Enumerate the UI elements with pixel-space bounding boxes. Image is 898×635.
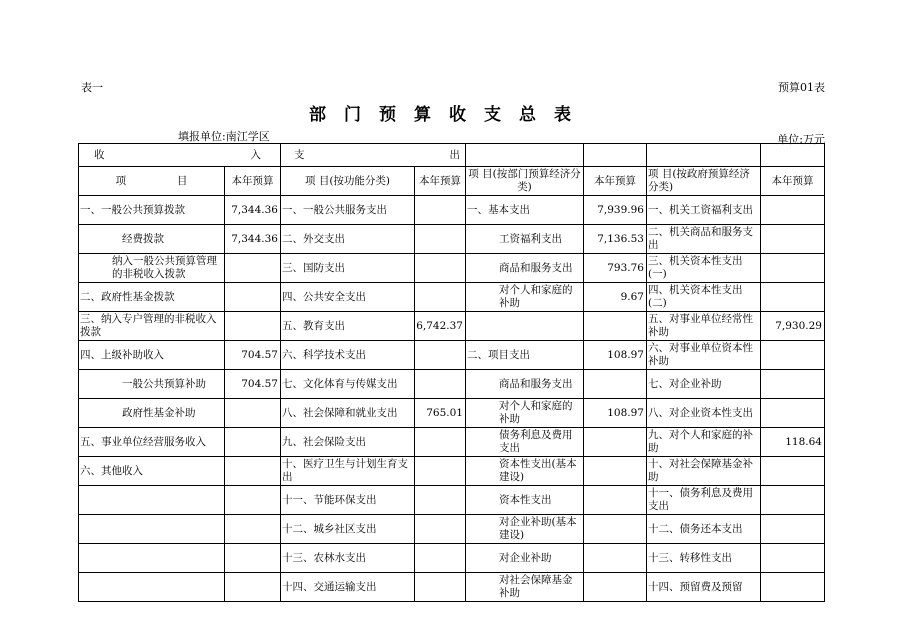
header-blank-2: [584, 144, 647, 167]
income-item-cell: 五、事业单位经营服务收入: [79, 428, 225, 457]
income-budget-cell: [225, 428, 281, 457]
income-budget-cell: [225, 573, 281, 602]
table-body: [79, 196, 825, 602]
header-blank-3: [647, 144, 761, 167]
income-budget-cell: [225, 457, 281, 486]
table-row: [79, 515, 825, 544]
gov-econ-item-cell: 八、对企业资本性支出: [647, 399, 761, 428]
function-item-cell: 二、外交支出: [281, 225, 415, 254]
dept-econ-item-cell: 对社会保障基金补助: [466, 573, 584, 602]
expense-header-right: 出: [449, 148, 460, 161]
table-row: [79, 544, 825, 573]
function-budget-cell: [415, 457, 466, 486]
table-row: [79, 399, 825, 428]
currency-unit: 单位:万元: [777, 133, 825, 146]
gov-econ-budget-cell: [761, 341, 825, 370]
income-budget-cell: 7,344.36: [225, 225, 281, 254]
income-budget-cell: [225, 254, 281, 283]
dept-econ-budget-cell: 7,939.96: [584, 196, 647, 225]
table-row: [79, 428, 825, 457]
gov-econ-item-cell: 七、对企业补助: [647, 370, 761, 399]
function-item-cell: 十一、节能环保支出: [281, 486, 415, 515]
dept-econ-budget-header: 本年预算: [584, 167, 647, 196]
function-item-cell: 六、科学技术支出: [281, 341, 415, 370]
income-item-cell: 纳入一般公共预算管理的非税收入拨款: [79, 254, 225, 283]
table-number: 表一: [81, 81, 103, 94]
gov-econ-budget-header: 本年预算: [761, 167, 825, 196]
gov-econ-budget-cell: [761, 283, 825, 312]
dept-econ-item-cell: 一、基本支出: [466, 196, 584, 225]
gov-econ-item-cell: 十一、债务利息及费用支出: [647, 486, 761, 515]
item-header-right: 目: [176, 174, 188, 187]
gov-econ-budget-cell: 118.64: [761, 428, 825, 457]
gov-econ-item-cell: 十二、债务还本支出: [647, 515, 761, 544]
header-row-1: [79, 144, 825, 167]
income-budget-cell: [225, 544, 281, 573]
function-budget-cell: [415, 428, 466, 457]
gov-econ-budget-cell: [761, 515, 825, 544]
gov-econ-budget-cell: [761, 399, 825, 428]
income-item-cell: [79, 544, 225, 573]
income-item-cell: 六、其他收入: [79, 457, 225, 486]
header-blank-1: [466, 144, 584, 167]
dept-econ-item-cell: 商品和服务支出: [466, 370, 584, 399]
income-item-cell: 政府性基金补助: [79, 399, 225, 428]
dept-econ-budget-cell: [584, 544, 647, 573]
income-header: [79, 144, 281, 167]
function-item-cell: 五、教育支出: [281, 312, 415, 341]
budget-summary-table: [78, 143, 825, 602]
dept-econ-budget-cell: 9.67: [584, 283, 647, 312]
function-budget-cell: [415, 544, 466, 573]
function-budget-cell: 765.01: [415, 399, 466, 428]
income-budget-cell: [225, 312, 281, 341]
function-item-cell: 十二、城乡社区支出: [281, 515, 415, 544]
gov-econ-item-cell: 六、对事业单位资本性补助: [647, 341, 761, 370]
dept-econ-item-header: 项 目(按部门预算经济分类): [466, 167, 584, 196]
gov-econ-budget-cell: [761, 573, 825, 602]
gov-econ-item-cell: 三、机关资本性支出(一): [647, 254, 761, 283]
income-budget-cell: [225, 283, 281, 312]
expense-header: [281, 144, 466, 167]
dept-econ-budget-cell: [584, 457, 647, 486]
income-item-cell: 二、政府性基金拨款: [79, 283, 225, 312]
dept-econ-budget-cell: 108.97: [584, 399, 647, 428]
function-budget-header: 本年预算: [415, 167, 466, 196]
function-item-cell: 八、社会保障和就业支出: [281, 399, 415, 428]
dept-econ-item-cell: 资本性支出: [466, 486, 584, 515]
table-row: [79, 225, 825, 254]
dept-econ-budget-cell: 7,136.53: [584, 225, 647, 254]
dept-econ-budget-cell: 108.97: [584, 341, 647, 370]
function-budget-cell: [415, 370, 466, 399]
dept-econ-budget-cell: [584, 573, 647, 602]
function-budget-cell: [415, 254, 466, 283]
gov-econ-item-cell: 十四、预留费及预留: [647, 573, 761, 602]
function-budget-cell: [415, 225, 466, 254]
function-item-cell: 七、文化体育与传媒支出: [281, 370, 415, 399]
table-row: [79, 283, 825, 312]
function-item-cell: 十、医疗卫生与计划生育支出: [281, 457, 415, 486]
table-row: [79, 573, 825, 602]
income-item-cell: 四、上级补助收入: [79, 341, 225, 370]
income-item-cell: 三、纳入专户管理的非税收入拨款: [79, 312, 225, 341]
gov-econ-budget-cell: [761, 486, 825, 515]
gov-econ-item-cell: 十三、转移性支出: [647, 544, 761, 573]
income-budget-cell: [225, 486, 281, 515]
income-item-cell: 一般公共预算补助: [79, 370, 225, 399]
form-number: 预算01表: [778, 81, 825, 94]
income-budget-header: 本年预算: [225, 167, 281, 196]
dept-econ-item-cell: 资本性支出(基本建设): [466, 457, 584, 486]
dept-econ-item-cell: 对个人和家庭的补助: [466, 399, 584, 428]
expense-header-left: 支: [294, 148, 305, 161]
header-blank-4: [761, 144, 825, 167]
function-budget-cell: [415, 515, 466, 544]
function-budget-cell: [415, 196, 466, 225]
dept-econ-budget-cell: [584, 312, 647, 341]
table-row: [79, 254, 825, 283]
gov-econ-item-cell: 二、机关商品和服务支出: [647, 225, 761, 254]
dept-econ-item-cell: 债务利息及费用支出: [466, 428, 584, 457]
income-header-right: 入: [250, 148, 261, 161]
function-item-cell: 一、一般公共服务支出: [281, 196, 415, 225]
gov-econ-budget-cell: [761, 254, 825, 283]
function-item-cell: 九、社会保险支出: [281, 428, 415, 457]
function-budget-cell: [415, 573, 466, 602]
function-item-header: 项 目(按功能分类): [281, 167, 415, 196]
income-budget-cell: [225, 515, 281, 544]
gov-econ-budget-cell: [761, 196, 825, 225]
dept-econ-budget-cell: [584, 486, 647, 515]
table-row: [79, 341, 825, 370]
gov-econ-item-cell: 四、机关资本性支出(二): [647, 283, 761, 312]
gov-econ-budget-cell: [761, 225, 825, 254]
income-item-cell: [79, 486, 225, 515]
gov-econ-item-cell: 一、机关工资福利支出: [647, 196, 761, 225]
income-item-cell: [79, 573, 225, 602]
dept-econ-budget-cell: [584, 370, 647, 399]
dept-econ-budget-cell: [584, 515, 647, 544]
dept-econ-item-cell: 对企业补助(基本建设): [466, 515, 584, 544]
gov-econ-budget-cell: 7,930.29: [761, 312, 825, 341]
income-item-header: [79, 167, 225, 196]
dept-econ-item-cell: 商品和服务支出: [466, 254, 584, 283]
gov-econ-item-cell: 九、对个人和家庭的补助: [647, 428, 761, 457]
function-item-cell: 三、国防支出: [281, 254, 415, 283]
function-budget-cell: [415, 283, 466, 312]
income-budget-cell: [225, 399, 281, 428]
dept-econ-item-cell: 工资福利支出: [466, 225, 584, 254]
gov-econ-item-header: 项 目(按政府预算经济分类): [647, 167, 761, 196]
page-title: 部门预算收支总表: [309, 105, 589, 125]
gov-econ-budget-cell: [761, 544, 825, 573]
income-header-left: 收: [94, 148, 105, 161]
income-budget-cell: 7,344.36: [225, 196, 281, 225]
dept-econ-budget-cell: 793.76: [584, 254, 647, 283]
table-row: [79, 457, 825, 486]
gov-econ-item-cell: 五、对事业单位经常性补助: [647, 312, 761, 341]
table-row: [79, 312, 825, 341]
header-row-2: [79, 167, 825, 196]
income-item-cell: 经费拨款: [79, 225, 225, 254]
dept-econ-item-cell: 对个人和家庭的补助: [466, 283, 584, 312]
dept-econ-item-cell: 二、项目支出: [466, 341, 584, 370]
function-budget-cell: [415, 341, 466, 370]
income-budget-cell: 704.57: [225, 370, 281, 399]
dept-econ-item-cell: 对企业补助: [466, 544, 584, 573]
table-row: [79, 196, 825, 225]
function-budget-cell: [415, 486, 466, 515]
dept-econ-item-cell: [466, 312, 584, 341]
income-item-cell: [79, 515, 225, 544]
filling-unit: 填报单位:南江学区: [178, 130, 270, 143]
gov-econ-budget-cell: [761, 370, 825, 399]
income-item-cell: 一、一般公共预算拨款: [79, 196, 225, 225]
item-header-left: 项: [115, 174, 127, 187]
table-row: [79, 370, 825, 399]
gov-econ-item-cell: 十、对社会保障基金补助: [647, 457, 761, 486]
function-item-cell: 十四、交通运输支出: [281, 573, 415, 602]
function-item-cell: 十三、农林水支出: [281, 544, 415, 573]
function-budget-cell: 6,742.37: [415, 312, 466, 341]
function-item-cell: 四、公共安全支出: [281, 283, 415, 312]
income-budget-cell: 704.57: [225, 341, 281, 370]
gov-econ-budget-cell: [761, 457, 825, 486]
table-row: [79, 486, 825, 515]
dept-econ-budget-cell: [584, 428, 647, 457]
